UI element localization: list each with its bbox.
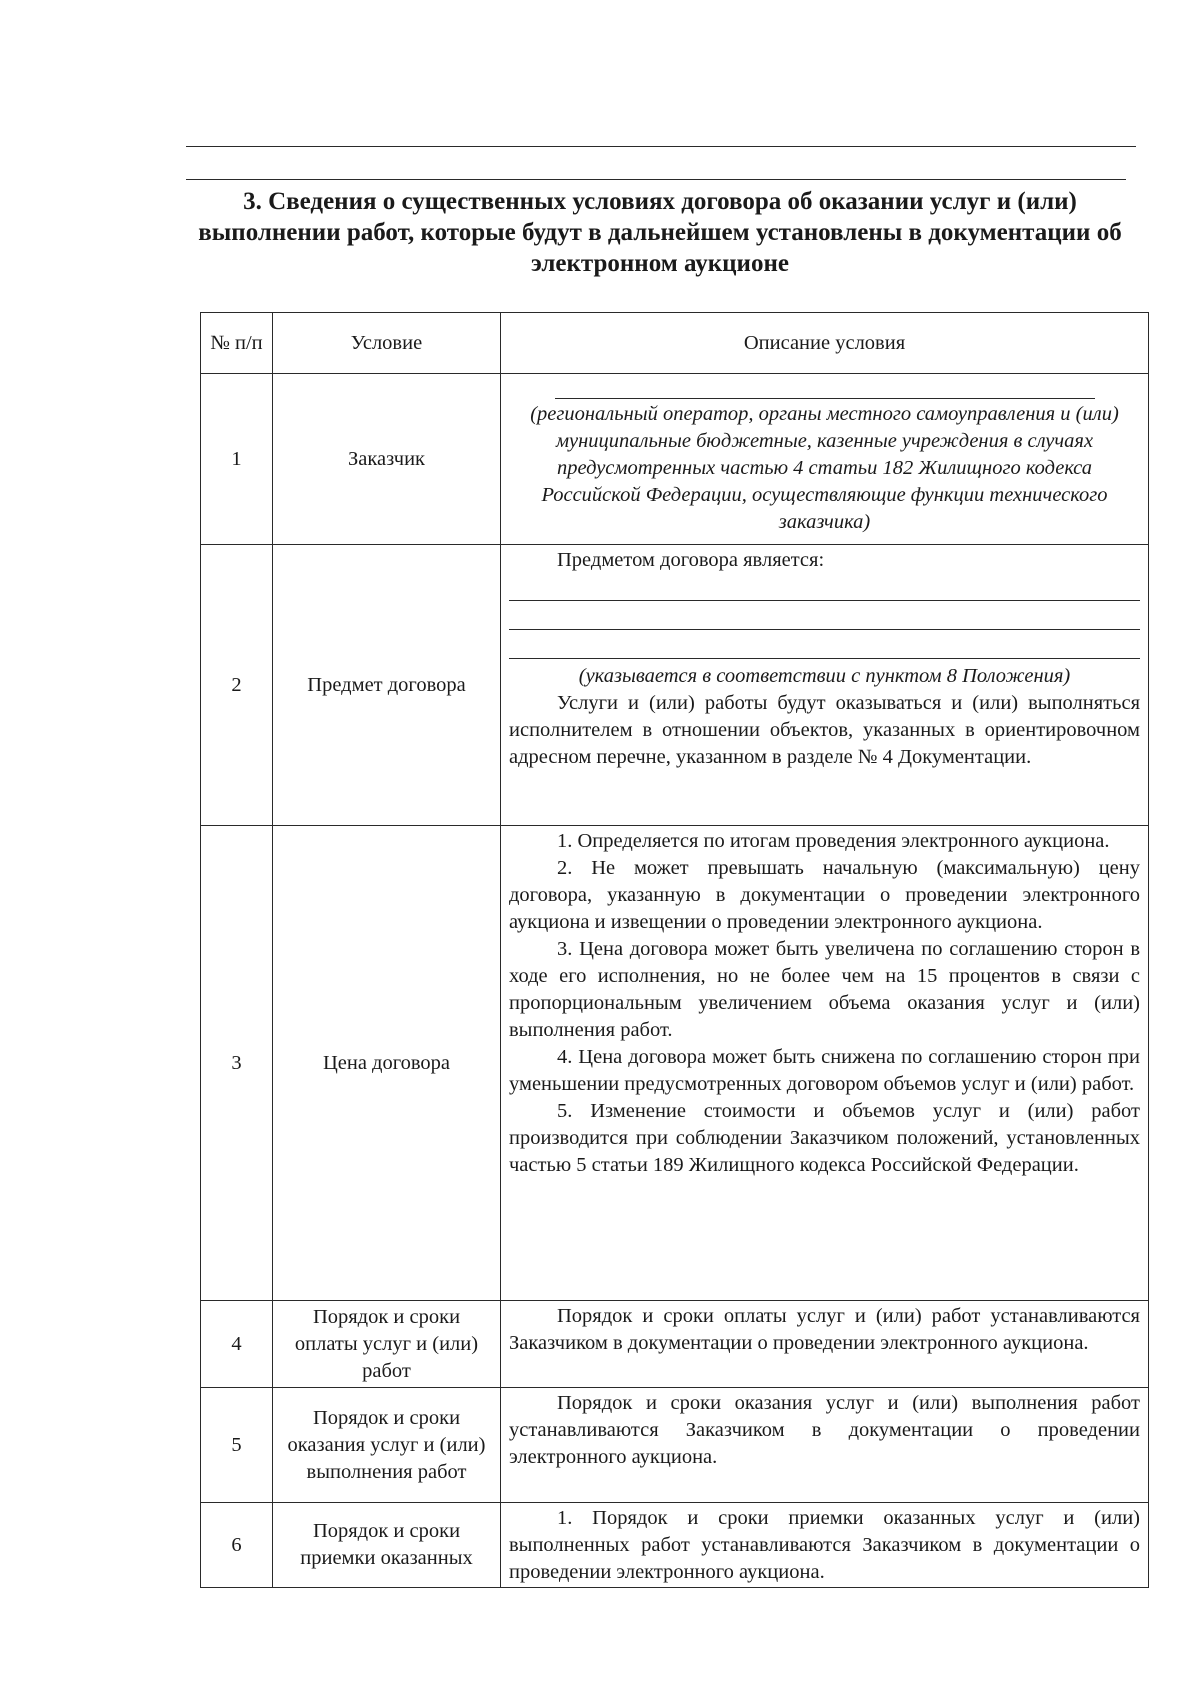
row-description bbox=[501, 1503, 1149, 1588]
fill-in-blank-line bbox=[509, 603, 1140, 630]
top-rule-line bbox=[186, 146, 1136, 147]
row-description bbox=[501, 374, 1149, 545]
row-condition: Заказчик bbox=[273, 374, 501, 545]
second-rule-line bbox=[186, 179, 1126, 180]
header-condition: Условие bbox=[273, 313, 501, 374]
table-row bbox=[201, 1301, 1149, 1388]
row-number: 3 bbox=[201, 826, 273, 1301]
row-number: 4 bbox=[201, 1301, 273, 1388]
row-condition: Цена договора bbox=[273, 826, 501, 1301]
table-row bbox=[201, 1388, 1149, 1503]
subject-hint-text: (указывается в соответствии с пунктом 8 Положения) bbox=[578, 665, 1071, 687]
row-number: 5 bbox=[201, 1388, 273, 1503]
row-condition: Порядок и сроки оказания услуг и (или) выполнения работ bbox=[273, 1388, 501, 1503]
row-description bbox=[501, 826, 1149, 1301]
table-row bbox=[201, 545, 1149, 826]
price-clause: 3. Цена договора может быть увеличена по соглашению сторон в ходе его исполнения, но не более чем на 15 процентов в связи с пропорциональным увеличением объема оказания услуг и (или) выполнения работ. bbox=[509, 938, 1140, 1041]
row-description bbox=[501, 1388, 1149, 1503]
row-number: 1 bbox=[201, 374, 273, 545]
document-section-title: 3. Сведения о существенных условиях договора об оказании услуг и (или) выполнении работ, которые будут в дальнейшем установлены в документации об электронном аукционе bbox=[198, 188, 1122, 277]
table-row bbox=[201, 374, 1149, 545]
row-description bbox=[501, 545, 1149, 826]
row-condition: Предмет договора bbox=[273, 545, 501, 826]
fill-in-blank-line bbox=[555, 382, 1095, 399]
customer-hint-text: (региональный оператор, органы местного самоуправления и (или) муниципальные бюджетные, казенные учреждения в случаях предусмотренных частью 4 статьи 182 Жилищного кодекса Российской Федерации, осуществляющие функции технического заказчика) bbox=[530, 403, 1119, 533]
conditions-table bbox=[200, 312, 1149, 1588]
acceptance-terms-text: 1. Порядок и сроки приемки оказанных услуг и (или) выполненных работ устанавливаются Заказчиком в документации о проведении электронного аукциона. bbox=[509, 1507, 1140, 1583]
table-row bbox=[201, 1503, 1149, 1588]
payment-terms-text: Порядок и сроки оплаты услуг и (или) работ устанавливаются Заказчиком в документации о проведении электронного аукциона. bbox=[509, 1305, 1140, 1354]
row-description bbox=[501, 1301, 1149, 1388]
row-number: 6 bbox=[201, 1503, 273, 1588]
row-number: 2 bbox=[201, 545, 273, 826]
table-header bbox=[201, 313, 1149, 374]
row-condition: Порядок и сроки приемки оказанных bbox=[273, 1503, 501, 1588]
subject-scope-text: Услуги и (или) работы будут оказываться и (или) выполняться исполнителем в отношении объектов, указанных в ориентировочном адресном перечне, указанном в разделе № 4 Документации. bbox=[509, 692, 1140, 768]
fill-in-blank-line bbox=[509, 574, 1140, 601]
price-clause: 5. Изменение стоимости и объемов услуг и (или) работ производится при соблюдении Заказчиком положений, установленных частью 5 статьи 189 Жилищного кодекса Российской Федерации. bbox=[509, 1100, 1140, 1176]
price-clause: 2. Не может превышать начальную (максимальную) цену договора, указанную в документации о проведении электронного аукциона и извещении о проведении электронного аукциона. bbox=[509, 857, 1140, 933]
fill-in-blank-line bbox=[509, 632, 1140, 659]
delivery-terms-text: Порядок и сроки оказания услуг и (или) выполнения работ устанавливаются Заказчиком в документации о проведении электронного аукциона. bbox=[509, 1392, 1140, 1468]
header-description: Описание условия bbox=[501, 313, 1149, 374]
row-condition: Порядок и сроки оплаты услуг и (или) работ bbox=[273, 1301, 501, 1388]
price-clause: 1. Определяется по итогам проведения электронного аукциона. bbox=[557, 830, 1110, 852]
price-clause: 4. Цена договора может быть снижена по соглашению сторон при уменьшении предусмотренных договором объемов услуг и (или) работ. bbox=[509, 1046, 1140, 1095]
table-row bbox=[201, 826, 1149, 1301]
header-number: № п/п bbox=[201, 313, 273, 374]
subject-intro-text: Предметом договора является: bbox=[557, 549, 825, 571]
